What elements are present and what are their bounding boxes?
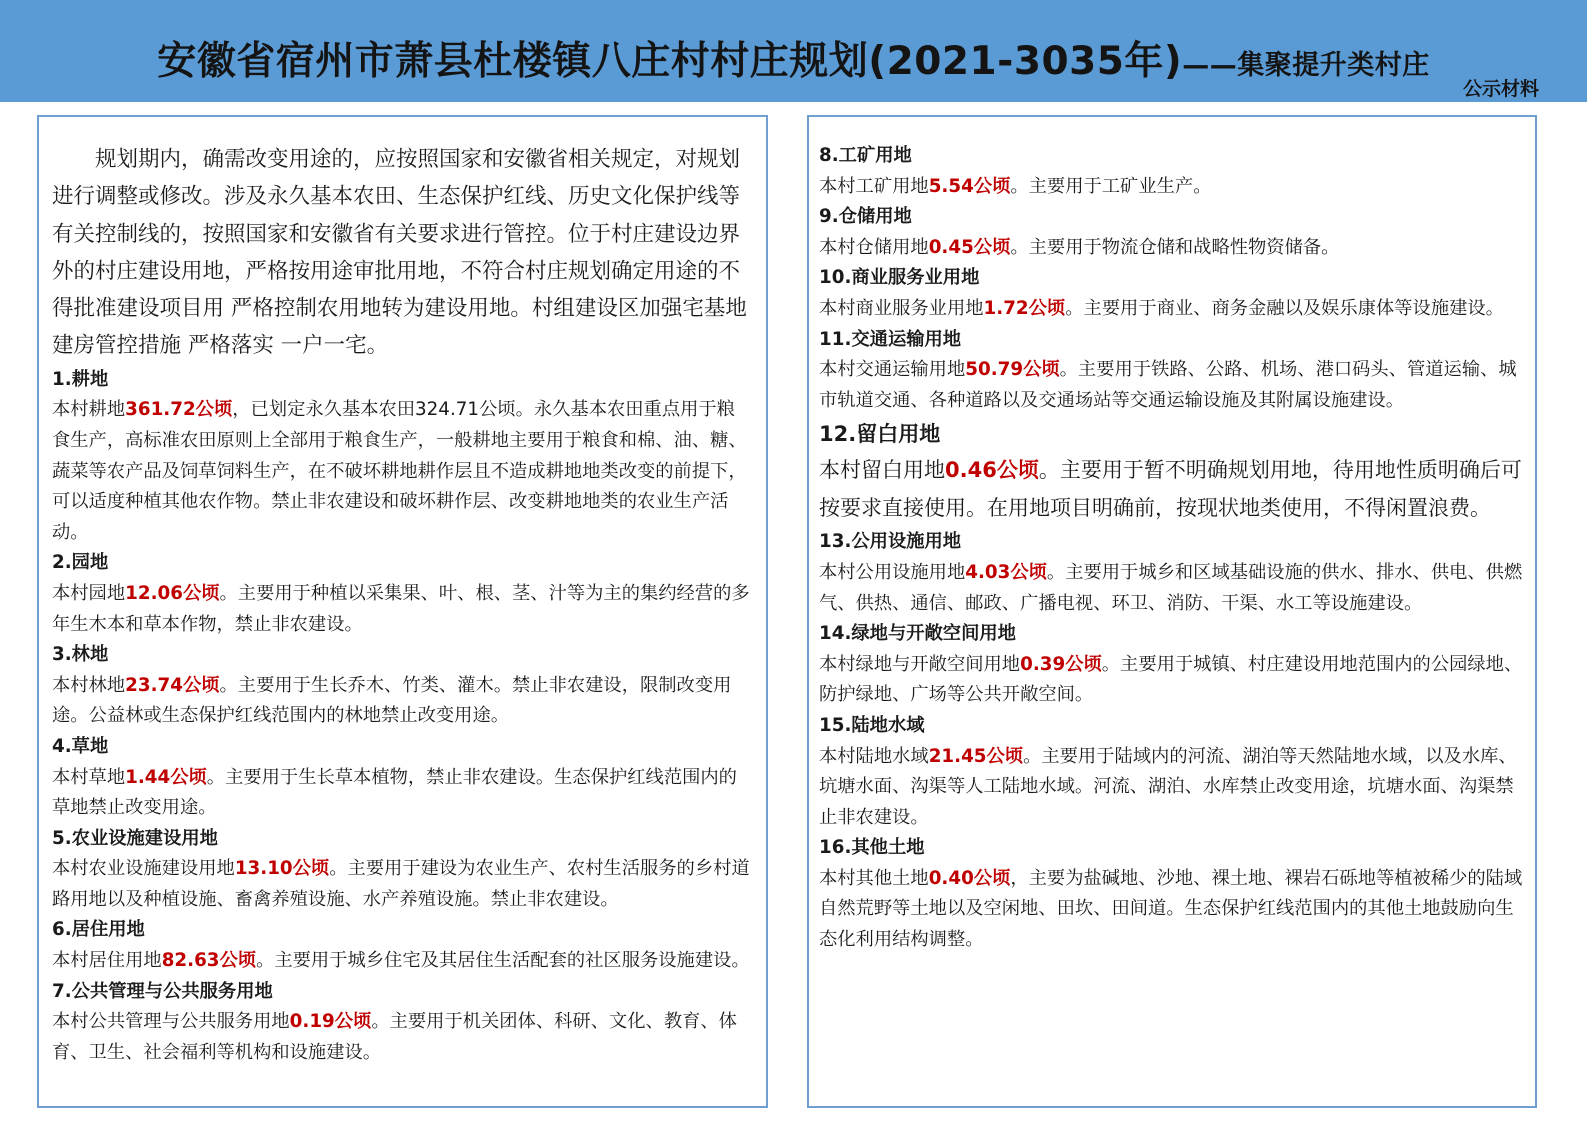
section-title: 4.草地	[52, 735, 109, 757]
area-value: 23.74公顷	[125, 674, 220, 696]
right-panel	[807, 115, 1537, 1108]
section-3	[52, 640, 752, 732]
section-body: 本村林地23.74公顷。主要用于生长乔木、竹类、灌木。禁止非农建设，限制改变用途。公益林或生态保护红线范围内的林地禁止改变用途。	[52, 674, 732, 727]
area-value: 4.03公顷	[965, 561, 1047, 583]
section-body: 本村农业设施建设用地13.10公顷。主要用于建设为农业生产、农村生活服务的乡村道路用地以及种植设施、畜禽养殖设施、水产养殖设施。禁止非农建设。	[52, 858, 750, 910]
area-value: 12.06公顷	[125, 582, 220, 604]
section-body: 本村仓储用地0.45公顷。主要用于物流仓储和战略性物资储备。	[819, 236, 1340, 258]
title-main: 安徽省宿州市萧县杜楼镇八庄村村庄规划(2021-3035年)	[157, 39, 1183, 84]
area-value: 0.45公顷	[928, 236, 1011, 258]
area-value: 50.79公顷	[965, 359, 1060, 381]
section-15	[819, 711, 1523, 833]
section-body: 本村商业服务业用地1.72公顷。主要用于商业、商务金融以及娱乐康体等设施建设。	[819, 297, 1504, 319]
section-title: 1.耕地	[52, 368, 109, 390]
area-value: 0.40公顷	[928, 867, 1011, 889]
section-4	[52, 732, 752, 824]
corner-label: 公示材料	[1462, 78, 1539, 100]
area-value: 5.54公顷	[928, 175, 1011, 197]
area-value: 0.46公顷	[945, 458, 1039, 483]
area-value: 21.45公顷	[928, 745, 1024, 767]
section-body: 本村公用设施用地4.03公顷。主要用于城乡和区域基础设施的供水、排水、供电、供燃气、供热、通信、邮政、广播电视、环卫、消防、干渠、水工等设施建设。	[819, 561, 1523, 614]
header-bar	[0, 0, 1587, 102]
section-body: 本村耕地361.72公顷，已划定永久基本农田324.71公顷。永久基本农田重点用于粮食生产，高标准农田原则上全部用于粮食生产，一般耕地主要用于粮食和棉、油、糖、蔬菜等农产品及饲草饲料生产，在不破坏耕地耕作层且不造成耕地地类改变的前提下，可以适度种植其他农作物。禁止非农建设和破坏耕作层、改变耕地地类的农业生产活动。	[52, 399, 747, 543]
section-title: 7.公共管理与公共服务用地	[52, 980, 273, 1002]
section-13	[819, 527, 1523, 619]
section-6	[52, 915, 752, 976]
section-title: 16.其他土地	[819, 837, 925, 859]
section-body: 本村留白用地0.46公顷。主要用于暂不明确规划用地，待用地性质明确后可按要求直接使用。在用地项目明确前，按现状地类使用，不得闲置浪费。	[819, 458, 1522, 520]
section-1	[52, 365, 752, 549]
area-value: 82.63公顷	[161, 950, 257, 972]
area-value: 0.19公顷	[289, 1011, 372, 1033]
section-body: 本村公共管理与公共服务用地0.19公顷。主要用于机关团体、科研、文化、教育、体育、卫生、社会福利等机构和设施建设。	[52, 1011, 737, 1063]
section-11	[819, 325, 1523, 417]
title-sub: ——集聚提升类村庄	[1182, 50, 1430, 81]
section-title: 8.工矿用地	[819, 145, 912, 166]
section-body: 本村陆地水域21.45公顷。主要用于陆域内的河流、湖泊等天然陆地水域，以及水库、坑塘水面、沟渠等人工陆地水域。河流、湖泊、水库禁止改变用途，坑塘水面、沟渠禁止非农建设。	[819, 745, 1517, 828]
area-value: 0.39公顷	[1020, 653, 1102, 675]
section-7	[52, 977, 752, 1069]
section-title: 11.交通运输用地	[819, 328, 962, 350]
section-title: 5.农业设施建设用地	[52, 827, 218, 849]
area-value: 13.10公顷	[234, 858, 330, 880]
section-10	[819, 263, 1523, 324]
page-title	[0, 30, 1587, 86]
section-title: 15.陆地水域	[819, 714, 925, 736]
section-body: 本村绿地与开敞空间用地0.39公顷。主要用于城镇、村庄建设用地范围内的公园绿地、防护绿地、广场等公共开敞空间。	[819, 653, 1523, 706]
area-value: 1.72公顷	[983, 297, 1066, 319]
section-title: 10.商业服务业用地	[819, 267, 980, 289]
section-body: 本村居住用地82.63公顷。主要用于城乡住宅及其居住生活配套的社区服务设施建设。	[52, 950, 750, 972]
section-2	[52, 548, 752, 640]
area-value: 361.72公顷	[125, 399, 233, 421]
section-title: 6.居住用地	[52, 919, 145, 941]
section-body: 本村工矿用地5.54公顷。主要用于工矿业生产。	[819, 175, 1212, 197]
intro-paragraph: 规划期内，确需改变用途的，应按照国家和安徽省相关规定，对规划进行调整或修改。涉及永久基本农田、生态保护红线、历史文化保护线等有关控制线的，按照国家和安徽省有关要求进行管控。位于村庄建设边界外的村庄建设用地，严格按用途审批用地，不符合村庄规划确定用途的不得批准建设项目用 严格控制农用地转为建设用地。村组建设区加强宅基地建房管控措施 严格落实 一户一宅。	[52, 147, 747, 359]
left-panel	[37, 115, 768, 1108]
section-14	[819, 619, 1523, 711]
section-title: 3.林地	[52, 644, 109, 666]
section-title: 13.公用设施用地	[819, 531, 962, 553]
section-title: 2.园地	[52, 552, 109, 574]
section-9	[819, 202, 1523, 263]
area-value: 1.44公顷	[125, 766, 207, 788]
section-title: 12.留白用地	[819, 422, 941, 447]
section-body: 本村交通运输用地50.79公顷。主要用于铁路、公路、机场、港口码头、管道运输、城市轨道交通、各种道路以及交通场站等交通运输设施及其附属设施建设。	[819, 359, 1517, 411]
section-body: 本村其他土地0.40公顷，主要为盐碱地、沙地、裸土地、裸岩石砾地等植被稀少的陆域自然荒野等土地以及空闲地、田坎、田间道。生态保护红线范围内的其他土地鼓励向生态化利用结构调整。	[819, 867, 1523, 951]
section-12	[819, 416, 1523, 527]
section-title: 9.仓储用地	[819, 206, 912, 228]
section-body: 本村草地1.44公顷。主要用于生长草本植物，禁止非农建设。生态保护红线范围内的草地禁止改变用途。	[52, 766, 737, 819]
section-body: 本村园地12.06公顷。主要用于种植以采集果、叶、根、茎、汁等为主的集约经营的多年生木本和草本作物，禁止非农建设。	[52, 582, 750, 635]
section-16	[819, 833, 1523, 955]
section-title: 14.绿地与开敞空间用地	[819, 623, 1016, 645]
section-5	[52, 824, 752, 916]
section-8	[819, 141, 1523, 202]
